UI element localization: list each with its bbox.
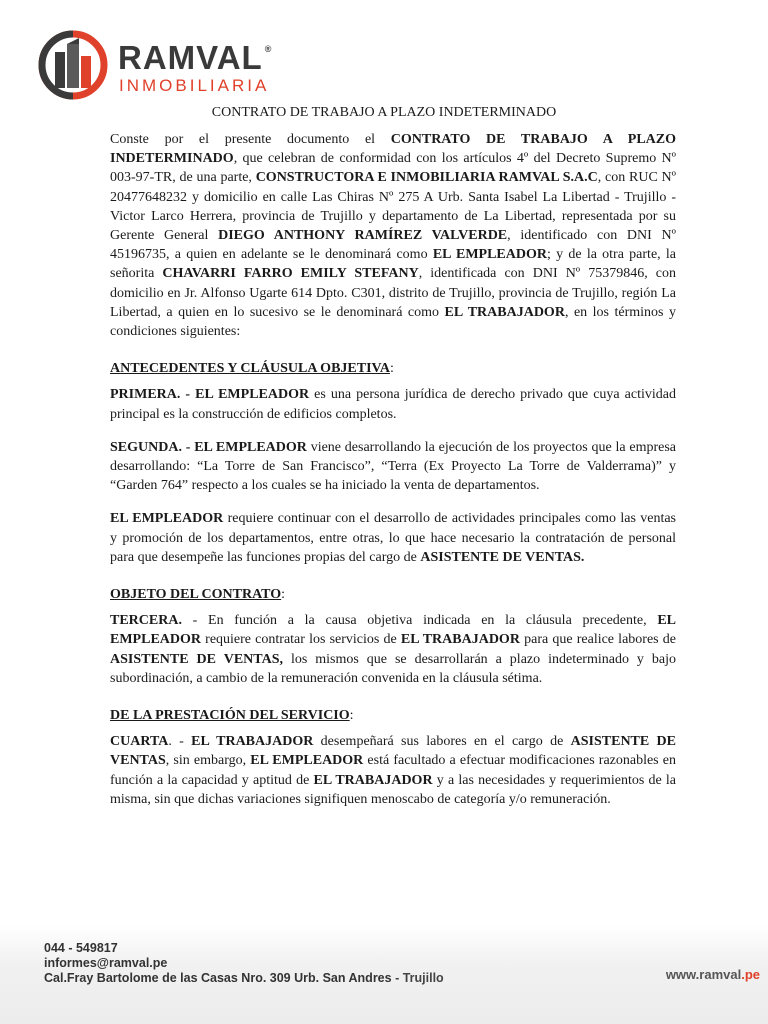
- clause-empleador: [110, 509, 676, 567]
- text-run: EL TRABAJADOR: [313, 772, 433, 788]
- text-run: , que celebran de conformidad con los artículos 4º del Decreto Supremo Nº 003-97-TR, de una parte,: [110, 151, 676, 186]
- text-run: EL TRABAJADOR: [191, 734, 314, 750]
- intro-paragraph: [110, 130, 676, 341]
- text-run: ASISTENTE DE VENTAS.: [420, 549, 585, 565]
- text-run: es una persona jurídica de derecho privado que cuya actividad principal es la construcción de edificios completos.: [110, 387, 676, 422]
- postal-address: Cal.Fray Bartolome de las Casas Nro. 309 Urb. San Andres - Trujillo: [44, 971, 444, 985]
- text-run: para que realice labores de: [519, 632, 676, 648]
- section-heading-antecedentes: ANTECEDENTES Y CLÁUSULA OBJETIVA:: [110, 361, 394, 377]
- text-run: y a las necesidades y requerimientos de la misma, sin que dichas variaciones signifiquen menoscabo de categoría y/o remuneración.: [110, 772, 676, 807]
- text-run: ; y de la otra parte, la señorita: [110, 247, 677, 282]
- clause-cuarta: [110, 732, 676, 809]
- clause-tercera: [110, 611, 676, 688]
- text-run: CHAVARRI FARRO EMILY STEFANY: [162, 266, 419, 282]
- ramval-logo-icon: [38, 30, 108, 100]
- text-run: CUARTA: [110, 734, 169, 750]
- text-run: CONSTRUCTORA E INMOBILIARIA RAMVAL S.A.C: [255, 170, 598, 186]
- website: www.ramval.pe: [665, 967, 760, 982]
- text-run: EL EMPLEADOR: [110, 613, 676, 648]
- phone-number: 044 - 549817: [44, 941, 118, 955]
- text-run: , sin embargo,: [165, 753, 251, 769]
- section-heading-prestacion: DE LA PRESTACIÓN DEL SERVICIO:: [110, 708, 354, 724]
- text-run: ASISTENTE DE VENTAS,: [110, 651, 283, 667]
- text-run: ASISTENTE DE VENTAS: [110, 734, 676, 769]
- company-logo: [38, 30, 278, 102]
- text-run: está facultado a efectuar modificaciones razonables en función a la capacidad y aptitud de: [110, 753, 676, 788]
- section-heading-objeto: OBJETO DEL CONTRATO:: [110, 587, 286, 603]
- text-run: , en los términos y condiciones siguientes:: [110, 304, 676, 340]
- email-address: informes@ramval.pe: [44, 956, 168, 970]
- text-run: EL TRABAJADOR: [444, 304, 565, 320]
- text-run: , con RUC Nº 20477648232 y domicilio en calle Las Chiras Nº 275 A Urb. Santa Isabel La Libertad - Trujillo - Victor Larco Herrera, provincia de Trujillo y departamento de La Libertad, representada por su Gerente General: [110, 170, 676, 244]
- text-run: Conste por el presente documento el: [110, 132, 391, 147]
- text-run: - En función a la causa objetiva indicada en la cláusula precedente,: [181, 613, 658, 629]
- text-run: SEGUNDA. - EL EMPLEADOR: [110, 439, 307, 455]
- brand-subtitle: INMOBILIARIA: [119, 76, 270, 95]
- contact-info: [44, 941, 444, 986]
- text-run: requiere continuar con el desarrollo de actividades principales como las ventas y promoción de los departamentos, entre otras, lo que hace necesario la contratación de personal para que desempeñe las funciones propias del cargo de: [110, 511, 676, 565]
- text-run: . -: [168, 734, 192, 750]
- text-run: requiere contratar los servicios de: [201, 632, 401, 648]
- text-run: CONTRATO DE TRABAJO A PLAZO INDETERMINADO: [110, 132, 676, 167]
- text-run: viene desarrollando la ejecución de los proyectos que la empresa desarrollando: “La Torre de San Francisco”, “Terra (Ex Proyecto La Torre de Valderrama)” y “Garden 764” respecto a los cuales se ha iniciado la venta de departamentos.: [110, 439, 677, 494]
- text-run: EL TRABAJADOR: [400, 632, 520, 648]
- text-run: EL EMPLEADOR: [432, 247, 547, 263]
- text-run: TERCERA.: [110, 613, 182, 629]
- text-run: , identificada con DNI Nº 75379846, con domicilio en Jr. Alfonso Ugarte 614 Dpto. C301, distrito de Trujillo, provincia de Trujillo, región La Libertad, a quien en lo sucesivo se le denominará como: [110, 266, 677, 320]
- document-body: [110, 130, 676, 809]
- text-run: EL EMPLEADOR: [110, 511, 224, 527]
- text-run: DIEGO ANTHONY RAMÍREZ VALVERDE: [218, 228, 508, 244]
- text-run: desempeñará sus labores en el cargo de: [313, 734, 571, 750]
- text-run: , identificado con DNI Nº 45196735, a quien en adelante se le denominará como: [110, 228, 676, 263]
- clause-primera: [110, 385, 676, 423]
- text-run: PRIMERA. - EL EMPLEADOR: [110, 387, 310, 403]
- document-title: CONTRATO DE TRABAJO A PLAZO INDETERMINADO: [211, 105, 557, 120]
- text-run: EL EMPLEADOR: [250, 753, 364, 769]
- text-run: los mismos que se desarrollarán a plazo indeterminado y bajo subordinación, a cambio de la remuneración convenida en la cláusula sétima.: [110, 651, 676, 686]
- clause-segunda: [110, 438, 676, 496]
- brand-name: RAMVAL ®: [118, 39, 273, 76]
- page-footer: [0, 925, 768, 1024]
